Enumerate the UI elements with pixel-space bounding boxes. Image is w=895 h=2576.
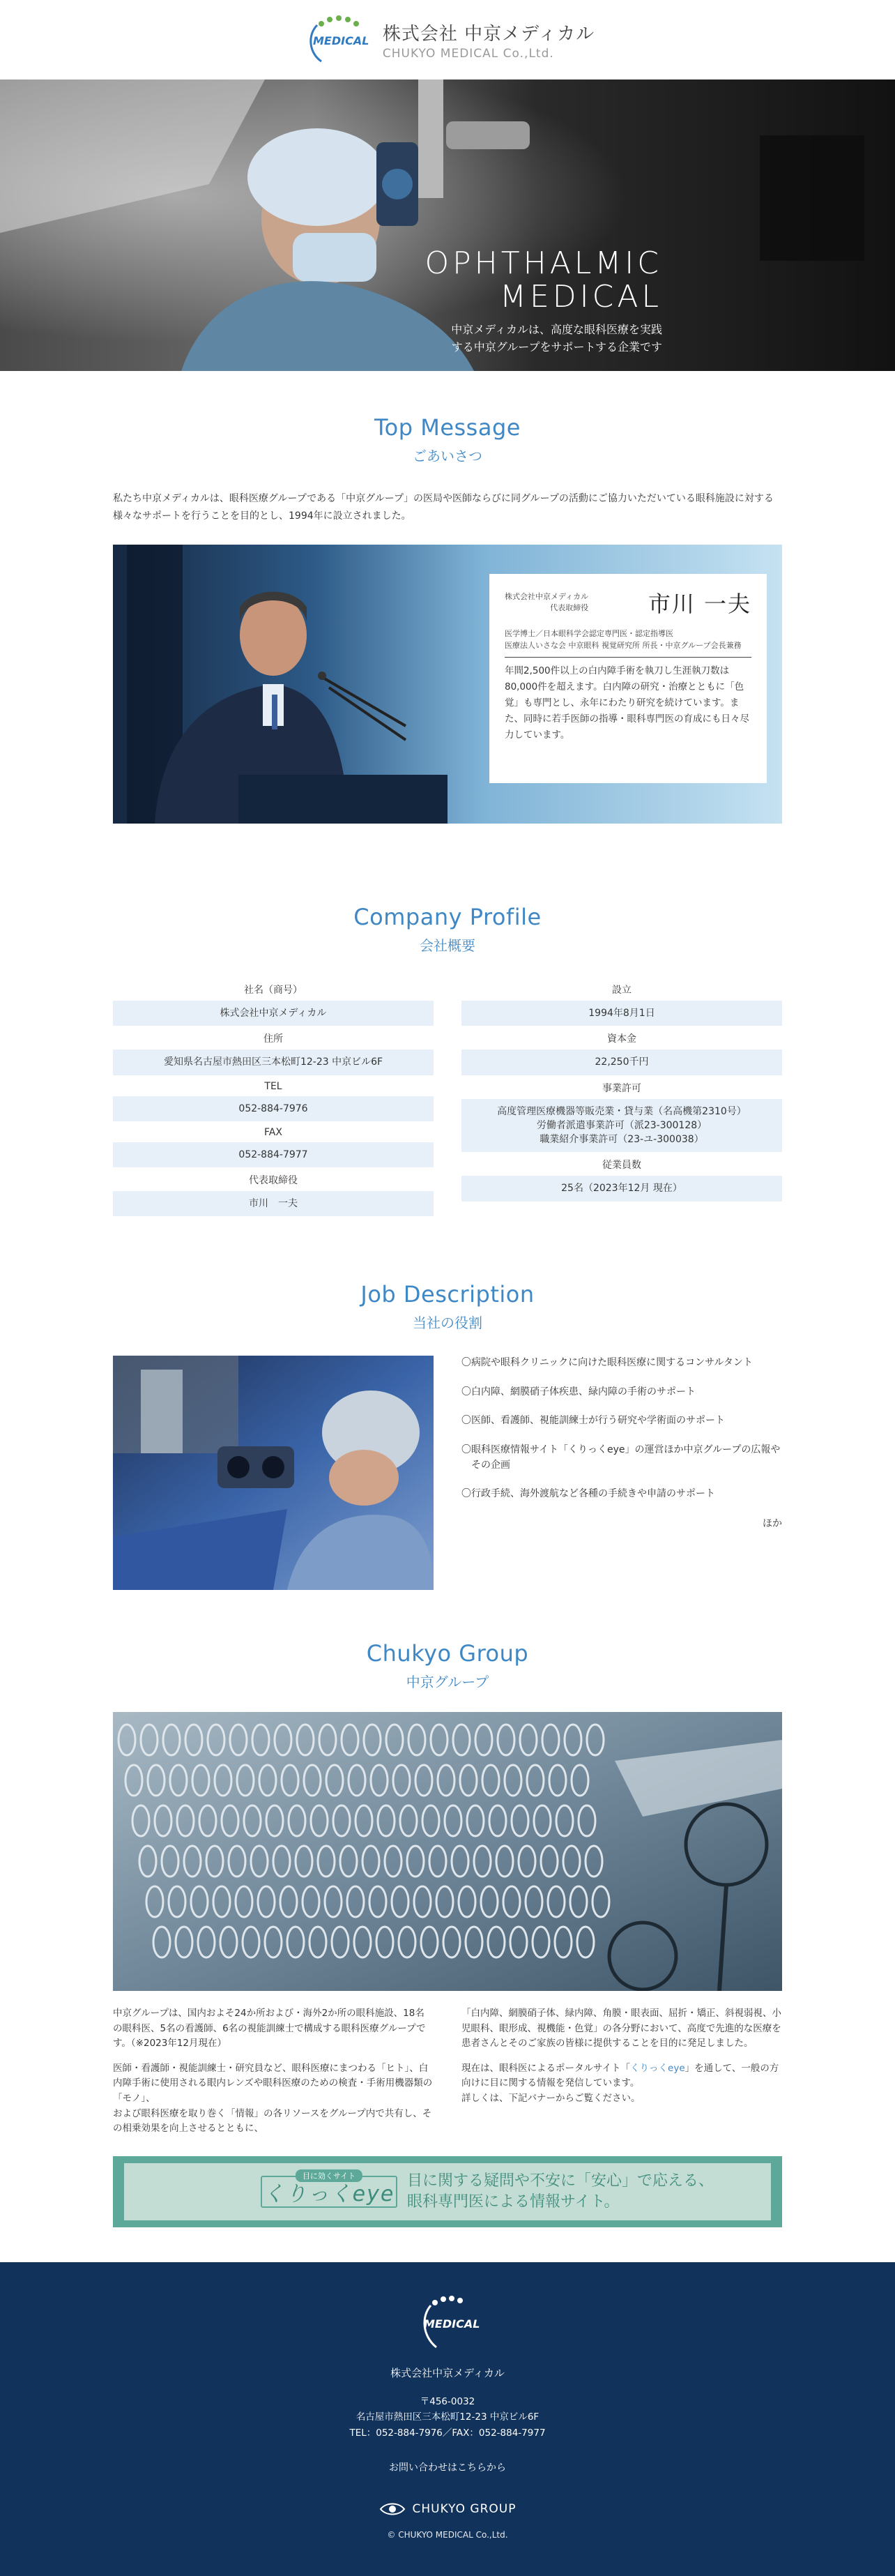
footer-company: 株式会社中京メディカル bbox=[390, 2367, 505, 2379]
eye-icon bbox=[379, 2501, 406, 2517]
ceo-name: 市川 一夫 bbox=[648, 591, 751, 618]
job-list bbox=[461, 1356, 782, 1502]
logo-company-en: CHUKYO MEDICAL Co.,Ltd. bbox=[382, 46, 554, 61]
logo-company-jp: 株式会社 中京メディカル bbox=[382, 23, 595, 45]
job-etc: ほか bbox=[763, 1518, 782, 1530]
profile-value: 株式会社中京メディカル bbox=[113, 1001, 434, 1026]
medical-logo-icon bbox=[300, 13, 377, 67]
footer-address bbox=[0, 2394, 895, 2441]
message-heading-jp: ごあいさつ bbox=[413, 448, 482, 464]
ceo-biography: 年間2,500件以上の白内障手術を執刀し生涯執刀数は80,000件を超えます。白内障の研究・治療とともに「色覚」も専門とし、永年にわたり研究を続けています。また、同時に若手医師の指導・眼科専門医の育成にも日々尽力しています。 bbox=[505, 665, 749, 741]
svg-text:MEDICAL: MEDICAL bbox=[424, 2317, 480, 2331]
clickeye-link[interactable]: くりっくeye bbox=[630, 2062, 685, 2074]
ceo-credentials: 医学博士／日本眼科学会認定専門医・認定指導医 医療法人いさな会 中京眼科 視覚研究所 所長・中京グループ会長兼務 bbox=[505, 628, 751, 658]
chukyo-group-link[interactable] bbox=[0, 2501, 895, 2517]
company-profile-section bbox=[0, 861, 895, 1238]
profile-value: 愛知県名古屋市熱田区三本松町12-23 中京ビル6F bbox=[113, 1050, 434, 1075]
banner-tag: 目に効くサイト bbox=[296, 2169, 362, 2182]
surgery-image bbox=[113, 1356, 434, 1590]
profile-value: 25名（2023年12月 現在） bbox=[461, 1176, 782, 1201]
profile-label: 住所 bbox=[263, 1033, 283, 1045]
profile-value: 22,250千円 bbox=[461, 1050, 782, 1075]
svg-text:MEDICAL: MEDICAL bbox=[312, 34, 369, 47]
profile-label: 社名（商号） bbox=[244, 985, 303, 996]
ceo-card bbox=[489, 574, 767, 783]
banner-brand: くりっくeye bbox=[263, 2181, 395, 2206]
hero-section bbox=[0, 79, 895, 371]
profile-value: 052-884-7976 bbox=[113, 1096, 434, 1121]
job-description-section bbox=[0, 1238, 895, 1597]
profile-label: TEL bbox=[264, 1080, 282, 1092]
group-heading-jp: 中京グループ bbox=[406, 1674, 489, 1690]
group-paragraph: 中京グループは、国内およそ24か所および・海外2か所の眼科施設、18名の眼科医、5名の看護師、6名の視能訓練士で構成する眼科医療グループです。（※2023年12月現在） bbox=[113, 2008, 426, 2050]
clickeye-logo bbox=[261, 2171, 397, 2208]
top-message-section bbox=[0, 371, 895, 861]
profile-heading-en: Company Profile bbox=[353, 904, 542, 930]
contact-link[interactable]: お問い合わせはこちらから bbox=[389, 2462, 506, 2473]
profile-value: 市川 一夫 bbox=[113, 1191, 434, 1216]
profile-col-left bbox=[113, 978, 434, 1218]
footer-postal: 〒456-0032 bbox=[420, 2396, 475, 2407]
hero-copy bbox=[425, 247, 663, 356]
hero-subtitle: 中京メディカルは、高度な眼科医療を実践 する中京グループをサポートする企業です bbox=[451, 323, 662, 354]
message-heading-en: Top Message bbox=[374, 414, 521, 441]
profile-label: FAX bbox=[264, 1126, 282, 1138]
ceo-message-box bbox=[113, 545, 782, 824]
ceo-title: 代表取締役 bbox=[550, 603, 589, 613]
surgery-photo bbox=[113, 1356, 434, 1590]
job-heading-jp: 当社の役割 bbox=[413, 1314, 482, 1331]
footer-tel-fax: TEL：052-884-7976／FAX：052-884-7977 bbox=[349, 2427, 546, 2439]
lens-trial-set-photo bbox=[113, 1712, 782, 1991]
ceo-company-block bbox=[505, 591, 588, 614]
group-paragraph-portal bbox=[461, 2061, 782, 2107]
footer-group-label: CHUKYO GROUP bbox=[412, 2501, 517, 2516]
job-item: 〇医師、看護師、視能訓練士が行う研究や学術面のサポート bbox=[461, 1415, 725, 1427]
job-item: 〇白内障、網膜硝子体疾患、緑内障の手術のサポート bbox=[461, 1386, 696, 1397]
profile-value: 1994年8月1日 bbox=[461, 1001, 782, 1026]
clickeye-banner[interactable] bbox=[113, 2156, 782, 2227]
footer-logo-icon[interactable] bbox=[406, 2291, 489, 2354]
message-intro: 私たち中京メディカルは、眼科医療グループである「中京グループ」の医局や医師ならびに同グループの活動にご協力いただいている眼科施設に対する様々なサポートを行うことを目的とし、1994年に設立されました。 bbox=[113, 493, 774, 522]
job-item: 〇眼科医療情報サイト「くりっくeye」の運営ほか中京グループの広報や その企画 bbox=[461, 1444, 781, 1471]
copyright: © CHUKYO MEDICAL Co.,Ltd. bbox=[387, 2529, 508, 2540]
profile-value: 高度管理医療機器等販売業・貸与業（名高機第2310号） 労働者派遣事業許可（派23-300128） 職業紹介事業許可（23-ユ-300038） bbox=[461, 1099, 782, 1153]
group-paragraph: 「白内障、網膜硝子体、緑内障、角膜・眼表面、屈折・矯正、斜視弱視、小児眼科、眼形成、視機能・色覚」の各分野において、高度で先進的な医療を患者さんとそのご家族の皆様に提供することを目的に発足しました。 bbox=[461, 2008, 781, 2050]
company-logo[interactable] bbox=[300, 13, 595, 67]
ceo-company: 株式会社中京メディカル bbox=[505, 591, 589, 601]
group-paragraph: 医師・看護師・視能訓練士・研究員など、眼科医療にまつわる「ヒト」、白内障手術に使用される眼内レンズや眼科医療のための検査・手術用機器類の「モノ」、 および眼科医療を取り巻く「情報」の各リソースをグループ内で共有し、その相乗効果を向上させるとともに、 bbox=[113, 2062, 433, 2135]
group-text-left bbox=[113, 2006, 434, 2146]
section-heading bbox=[0, 1640, 895, 1691]
profile-label: 資本金 bbox=[607, 1033, 636, 1045]
profile-label: 代表取締役 bbox=[249, 1175, 298, 1187]
trial-lens-image bbox=[113, 1712, 782, 1991]
section-heading bbox=[0, 904, 895, 955]
portal-text-before: 現在は、眼科医によるポータルサイト「 bbox=[461, 2062, 631, 2074]
profile-col-right bbox=[461, 978, 782, 1218]
banner-copy: 目に関する疑問や不安に「安心」で応える、 眼科専門医による情報サイト。 bbox=[407, 2172, 714, 2211]
portal-text-after: 」を通して、一般の方向けに目に関する情報を発信しています。 詳しくは、下記バナーからご覧ください。 bbox=[461, 2062, 779, 2104]
job-heading-en: Job Description bbox=[360, 1281, 535, 1308]
profile-table bbox=[113, 978, 782, 1218]
hero-title: OPHTHALMIC MEDICAL bbox=[424, 245, 662, 315]
job-item: 〇行政手続、海外渡航など各種の手続きや申請のサポート bbox=[461, 1488, 715, 1500]
chukyo-group-section bbox=[0, 1597, 895, 2271]
group-heading-en: Chukyo Group bbox=[366, 1640, 529, 1667]
profile-heading-jp: 会社概要 bbox=[420, 937, 475, 954]
footer-street: 名古屋市熱田区三本松町12-23 中京ビル6F bbox=[355, 2411, 540, 2423]
section-heading bbox=[0, 1281, 895, 1332]
profile-label: 従業員数 bbox=[602, 1160, 641, 1172]
group-text-right bbox=[461, 2006, 782, 2146]
profile-label: 設立 bbox=[612, 985, 632, 996]
site-footer bbox=[0, 2262, 895, 2576]
section-heading bbox=[0, 414, 895, 465]
profile-label: 事業許可 bbox=[602, 1082, 641, 1094]
banner-inner bbox=[124, 2163, 771, 2220]
job-item: 〇病院や眼科クリニックに向けた眼科医療に関するコンサルタント bbox=[461, 1357, 753, 1368]
profile-value: 052-884-7977 bbox=[113, 1142, 434, 1167]
site-header bbox=[0, 0, 895, 79]
